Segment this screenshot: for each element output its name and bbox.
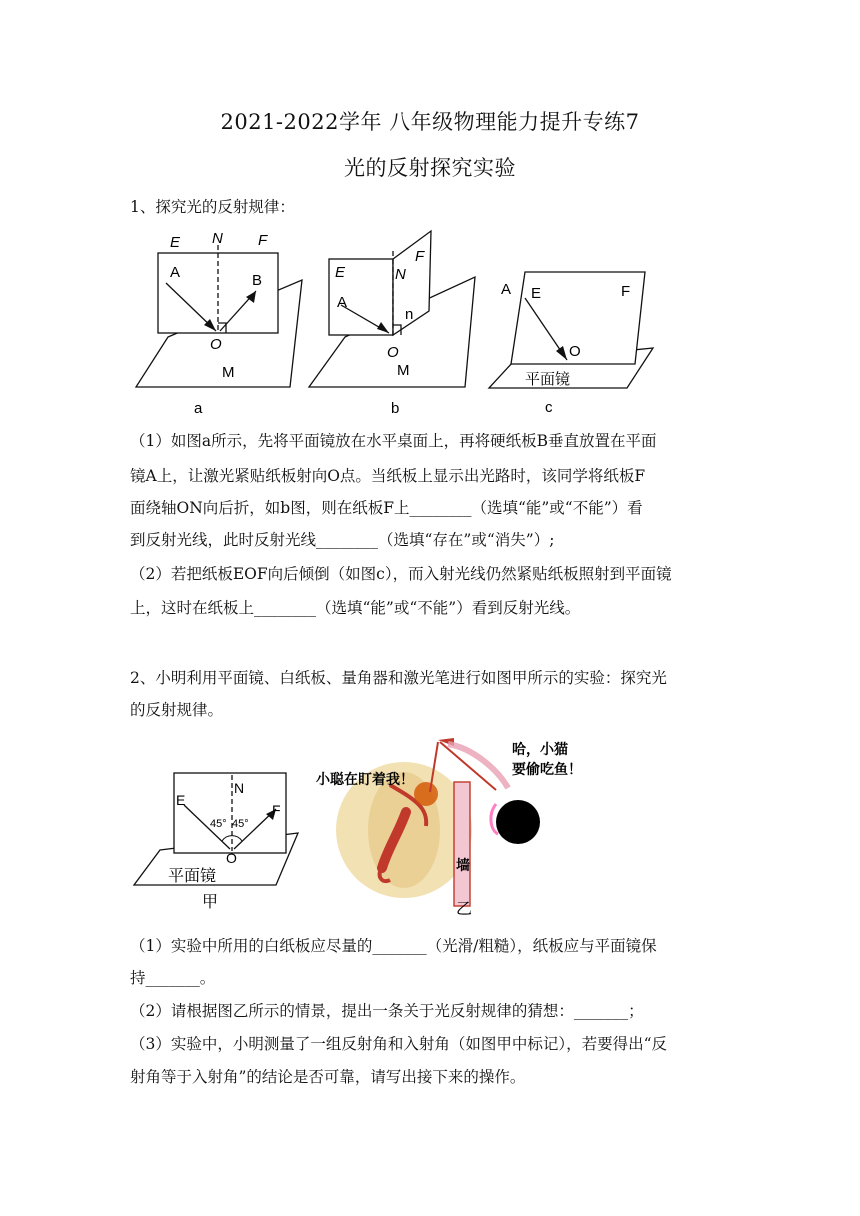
q2-sub3-line2: 射角等于入射角”的结论是否可靠，请写出接下来的操作。 bbox=[130, 1068, 526, 1086]
q2-heading-line1: 2、小明利用平面镜、白纸板、量角器和激光笔进行如图甲所示的实验：探究光 bbox=[130, 669, 667, 687]
label-f: F bbox=[415, 248, 425, 265]
label-e: E bbox=[176, 792, 186, 808]
label-n: N bbox=[395, 266, 406, 283]
caption-jia: 甲 bbox=[202, 894, 219, 911]
speech-person-line2: 要偷吃鱼！ bbox=[512, 761, 582, 777]
page-title: 2021-2022学年 八年级物理能力提升专练7 bbox=[220, 110, 640, 134]
figure-jia bbox=[130, 765, 300, 915]
label-n-lower: n bbox=[405, 306, 414, 323]
caption-yi: 乙 bbox=[456, 901, 473, 918]
label-e: E bbox=[170, 234, 181, 251]
label-o: O bbox=[226, 850, 237, 866]
speech-person-line1: 哈，小猫 bbox=[512, 741, 568, 757]
q2-sub2: （2）请根据图乙所示的情景，提出一条关于光反射规律的猜想：_______； bbox=[130, 1002, 644, 1020]
label-e: E bbox=[335, 264, 346, 281]
label-m: M bbox=[222, 364, 235, 381]
angle-incidence: 45° bbox=[210, 818, 227, 830]
label-o: O bbox=[387, 344, 399, 361]
label-a: A bbox=[501, 281, 512, 298]
q1-part1-line1: （1）如图a所示，先将平面镜放在水平桌面上，再将硬纸板B垂直放置在平面 bbox=[130, 432, 657, 450]
figure-yi bbox=[308, 730, 600, 920]
q1-part1-line2: 镜A上，让激光紧贴纸板射向O点。当纸板上显示出光路时，该同学将纸板F bbox=[130, 467, 646, 485]
q1-part1-line3: 面绕轴ON向后折，如b图，则在纸板F上________（选填“能”或“不能”）看 bbox=[130, 499, 643, 517]
label-b: B bbox=[252, 272, 263, 289]
label-n: N bbox=[234, 780, 245, 796]
figure-a bbox=[130, 225, 310, 420]
page-subtitle: 光的反射探究实验 bbox=[344, 156, 516, 180]
label-o: O bbox=[569, 343, 581, 360]
caption-c: c bbox=[545, 399, 553, 416]
figure-c bbox=[485, 262, 665, 420]
q1-part2-line1: （2）若把纸板EOF向后倾倒（如图c），而入射光线仍然紧贴纸板照射到平面镜 bbox=[130, 565, 672, 583]
person-head bbox=[496, 800, 540, 844]
caption-a: a bbox=[194, 400, 203, 417]
wall bbox=[454, 782, 470, 906]
mirror-label: 平面镜 bbox=[168, 868, 217, 885]
label-a: A bbox=[170, 264, 181, 281]
speech-cat: 小聪在盯着我！ bbox=[316, 771, 414, 787]
q2-sub1-line1: （1）实验中所用的白纸板应尽量的_______（光滑/粗糙），纸板应与平面镜保 bbox=[130, 937, 657, 955]
q1-heading: 1、探究光的反射规律： bbox=[130, 198, 295, 216]
angle-reflection: 45° bbox=[232, 818, 249, 830]
label-n: N bbox=[212, 230, 223, 247]
q1-part2-line2: 上，这时在纸板上________（选填“能”或“不能”）看到反射光线。 bbox=[130, 599, 581, 617]
mirror-label: 平面镜 bbox=[525, 371, 571, 388]
q2-sub3-line1: （3）实验中，小明测量了一组反射角和入射角（如图甲中标记），若要得出“反 bbox=[130, 1035, 668, 1053]
figure-b bbox=[305, 225, 485, 420]
q2-heading-line2: 的反射规律。 bbox=[130, 701, 224, 719]
caption-b: b bbox=[391, 400, 400, 417]
label-a: A bbox=[337, 294, 348, 311]
label-o: O bbox=[210, 336, 222, 353]
wall-label: 墙 bbox=[456, 857, 470, 873]
label-f: F bbox=[272, 802, 281, 818]
label-f: F bbox=[258, 232, 268, 249]
label-m: M bbox=[397, 362, 410, 379]
q1-part1-line4: 到反射光线，此时反射光线________（选填“存在”或“消失”）; bbox=[130, 531, 555, 549]
q2-sub1-line2: 持_______。 bbox=[130, 969, 216, 987]
label-e: E bbox=[531, 285, 542, 302]
label-f: F bbox=[621, 283, 631, 300]
